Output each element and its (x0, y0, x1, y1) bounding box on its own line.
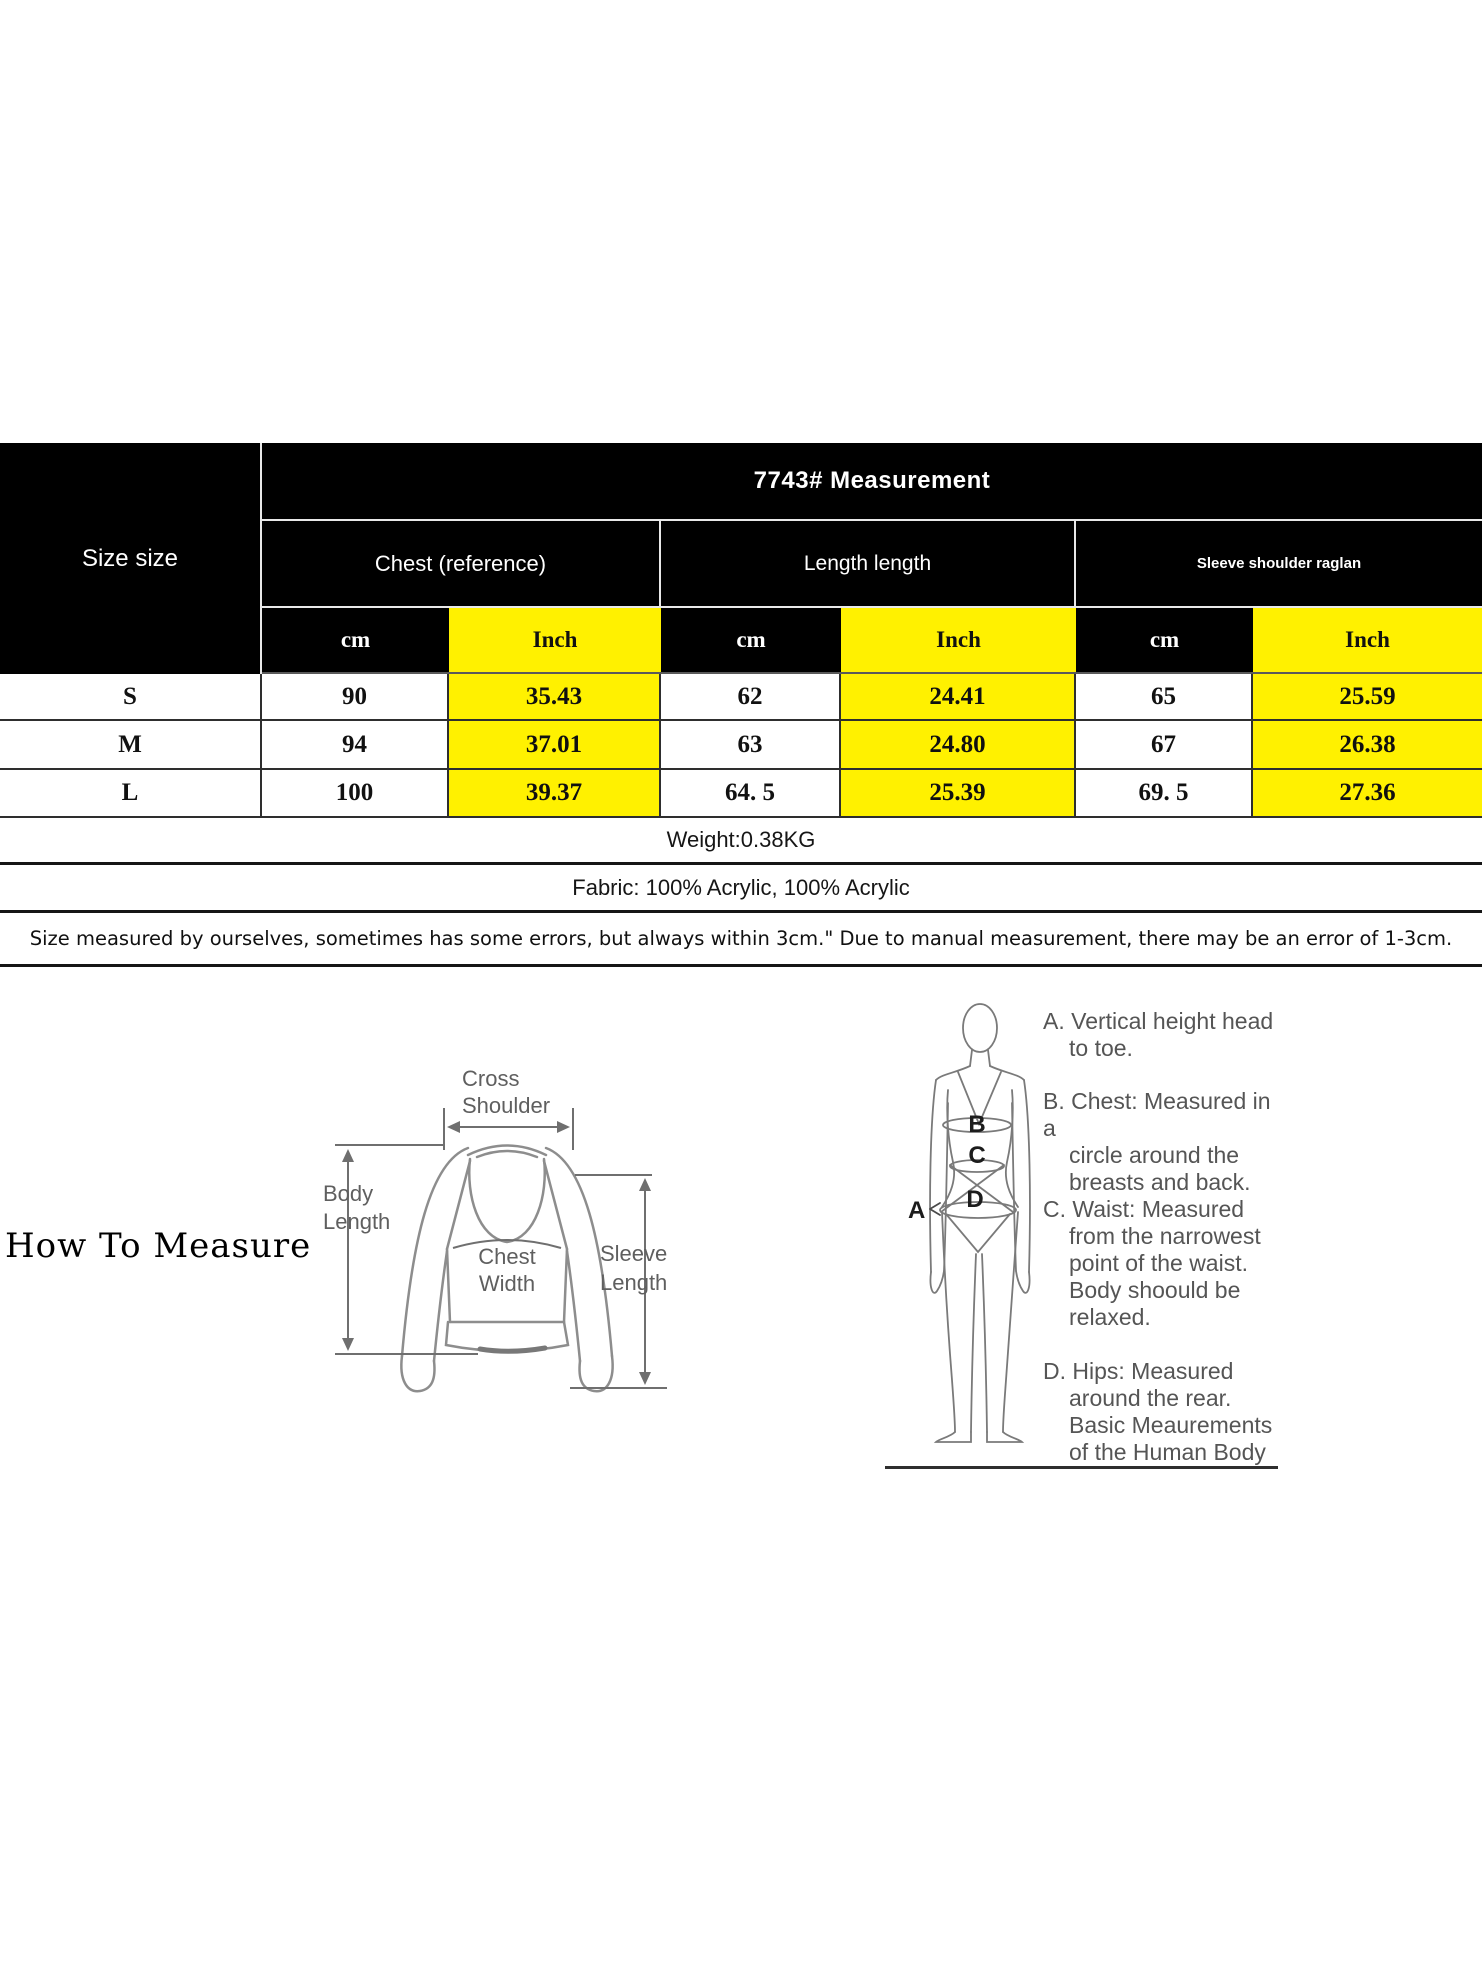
row-m-length-cm: 63 (661, 721, 841, 770)
note-c-line: point of the waist. (1069, 1250, 1248, 1276)
row-m-size-label: M (0, 721, 262, 770)
row-m-sleeve-inch: 26.38 (1253, 721, 1482, 770)
body-length-label-line1: Body (323, 1181, 374, 1206)
row-m-sleeve-cm: 67 (1076, 721, 1253, 770)
row-s-length-inch: 24.41 (841, 674, 1076, 721)
table-title: 7743# Measurement (262, 443, 1482, 521)
chest-width-label-line1: Chest (478, 1244, 536, 1269)
unit-header-chest-cm: cm (262, 608, 449, 674)
sleeve-length-label-line1: Sleeve (600, 1241, 668, 1266)
note-b-line: circle around the (1069, 1142, 1240, 1168)
row-s-size-label: S (0, 674, 262, 721)
note-b-line: B. Chest: Measured in a (1043, 1088, 1271, 1141)
tolerance-note: Size measured by ourselves, sometimes has some errors, but always within 3cm." Due to manual measurement, there may be an error of 1-3cm. (0, 913, 1482, 967)
fabric-note: Fabric: 100% Acrylic, 100% Acrylic (0, 865, 1482, 913)
note-d-line: around the rear. (1069, 1385, 1232, 1411)
row-l-chest-inch: 39.37 (449, 770, 661, 818)
note-c-line: C. Waist: Measured (1043, 1196, 1245, 1222)
unit-header-chest-inch: Inch (449, 608, 661, 674)
section-header-length: Length length (661, 521, 1076, 608)
note-a-line: to toe. (1069, 1035, 1133, 1061)
row-l-length-inch: 25.39 (841, 770, 1076, 818)
note-a (1043, 1008, 1273, 1062)
unit-header-sleeve-cm: cm (1076, 608, 1253, 674)
section-header-chest: Chest (reference) (262, 521, 661, 608)
row-s-chest-inch: 35.43 (449, 674, 661, 721)
note-c-line: Body shoould be (1069, 1277, 1241, 1303)
row-s-sleeve-cm: 65 (1076, 674, 1253, 721)
garment-measure-diagram-icon (250, 1040, 690, 1410)
row-l-sleeve-inch: 27.36 (1253, 770, 1482, 818)
row-s-length-cm: 62 (661, 674, 841, 721)
row-m-chest-cm: 94 (262, 721, 449, 770)
body-label-b: B (968, 1111, 986, 1138)
section-header-sleeve: Sleeve shoulder raglan (1076, 521, 1482, 608)
note-d-line: of the Human Body (1069, 1439, 1266, 1465)
unit-header-length-cm: cm (661, 608, 841, 674)
weight-note: Weight:0.38KG (0, 818, 1482, 865)
note-d-line: Basic Meaurements (1069, 1412, 1273, 1438)
note-b (1043, 1088, 1288, 1196)
note-c (1043, 1196, 1261, 1331)
sleeve-length-label-line2: Length (600, 1270, 668, 1295)
row-s-chest-cm: 90 (262, 674, 449, 721)
size-table (0, 443, 1482, 967)
row-s-sleeve-inch: 25.59 (1253, 674, 1482, 721)
note-c-line: relaxed. (1069, 1304, 1151, 1330)
body-label-d: D (966, 1186, 984, 1213)
size-column-header: Size size (0, 443, 262, 674)
note-a-line: A. Vertical height head (1043, 1008, 1274, 1034)
note-d-line: D. Hips: Measured (1043, 1358, 1234, 1384)
row-l-length-cm: 64. 5 (661, 770, 841, 818)
body-length-label-line2: Length (323, 1209, 391, 1234)
unit-header-sleeve-inch: Inch (1253, 608, 1482, 674)
cross-shoulder-label-line1: Cross (462, 1066, 520, 1091)
row-l-sleeve-cm: 69. 5 (1076, 770, 1253, 818)
chest-width-label-line2: Width (478, 1271, 536, 1296)
row-m-length-inch: 24.80 (841, 721, 1076, 770)
note-c-line: from the narrowest (1069, 1223, 1261, 1249)
note-d (1043, 1358, 1272, 1466)
body-label-c: C (968, 1142, 986, 1169)
how-to-measure-heading: How To Measure (5, 1226, 312, 1266)
cross-shoulder-label-line2: Shoulder (462, 1093, 551, 1118)
section-underline (885, 1466, 1278, 1469)
row-m-chest-inch: 37.01 (449, 721, 661, 770)
row-l-chest-cm: 100 (262, 770, 449, 818)
body-label-a: A (908, 1197, 926, 1224)
unit-header-length-inch: Inch (841, 608, 1076, 674)
row-l-size-label: L (0, 770, 262, 818)
note-b-line: breasts and back. (1069, 1169, 1251, 1195)
